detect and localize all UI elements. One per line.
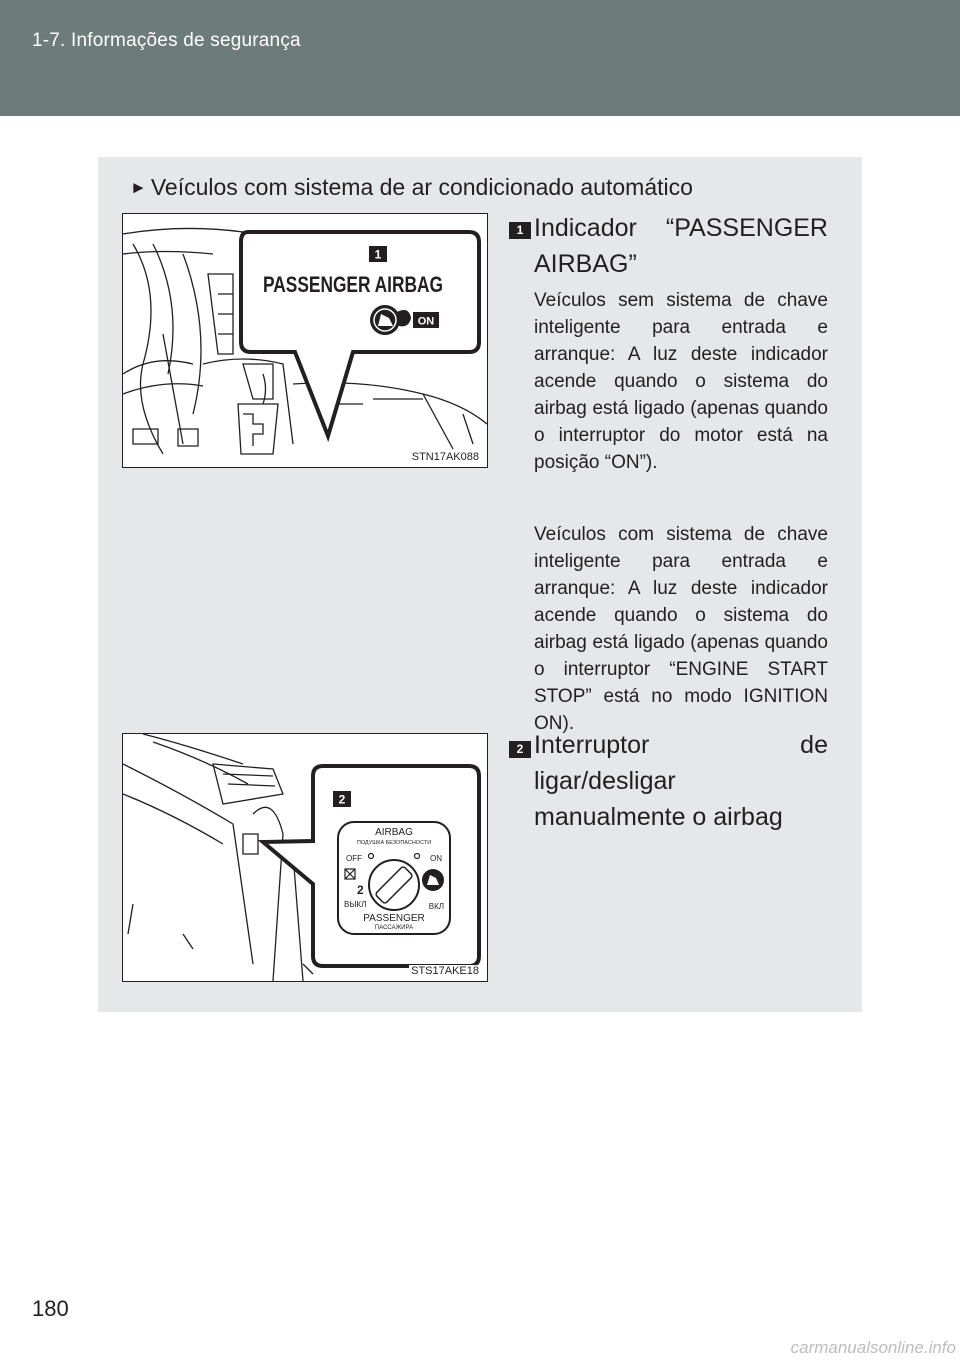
item-1-paragraph-1: Veículos sem sistema de chave inteligente para entrada e arranque: A luz deste indicador acende quando o sistema do airbag está ligado (apenas quando o interruptor do motor está na posição “ON”). (534, 290, 828, 473)
item-1-paragraph-2: Veículos com sistema de chave inteligente para entrada e arranque: A luz deste indicador acende quando o sistema do airbag está ligado (apenas quando o interruptor “ENGINE START STOP” está no modo IGNITION ON). (534, 524, 828, 734)
item-1-marker: 1 (509, 222, 531, 239)
svg-text:1: 1 (374, 247, 382, 262)
bullet-heading (130, 172, 693, 205)
svg-text:AIRBAG: AIRBAG (375, 827, 413, 838)
figure-code: STN17AK088 (411, 451, 479, 463)
watermark: carmanualsonline.info (790, 1338, 956, 1357)
figure-code: STS17AKE18 (411, 965, 479, 977)
section-title: 1-7. Informações de segurança (32, 30, 301, 51)
item-1-title: Indicador “PASSENGER AIRBAG” (534, 214, 828, 278)
page-header (0, 0, 960, 116)
passenger-airbag-label: PASSENGER AIRBAG (263, 272, 443, 297)
figure-airbag-switch (122, 733, 488, 982)
triangle-bullet-icon: ► (130, 178, 147, 197)
airbag-switch-plate (338, 822, 450, 934)
figure-passenger-airbag-indicator (122, 213, 488, 468)
item-2-marker: 2 (509, 741, 531, 758)
page-number: 180 (32, 1296, 69, 1321)
svg-text:ПОДУШКА БЕЗОПАСНОСТИ: ПОДУШКА БЕЗОПАСНОСТИ (356, 840, 432, 846)
svg-text:ON: ON (417, 315, 435, 328)
svg-text:ВКЛ: ВКЛ (428, 902, 444, 911)
svg-text:2: 2 (357, 883, 364, 897)
bullet-heading-text: Veículos com sistema de ar condicionado automático (150, 174, 693, 200)
item-2-title: Interruptor de ligar/desligar manualmente o airbag (534, 731, 828, 831)
svg-text:ON: ON (430, 854, 442, 863)
glovebox-illustration (123, 734, 487, 981)
svg-text:OFF: OFF (346, 854, 362, 863)
svg-text:ВЫКЛ: ВЫКЛ (344, 900, 367, 909)
airbag-on-icon (422, 869, 444, 891)
svg-text:ПАССАЖИРА: ПАССАЖИРА (374, 925, 414, 931)
svg-text:2: 2 (338, 792, 346, 807)
svg-text:PASSENGER: PASSENGER (363, 913, 425, 924)
dashboard-illustration (123, 214, 487, 467)
